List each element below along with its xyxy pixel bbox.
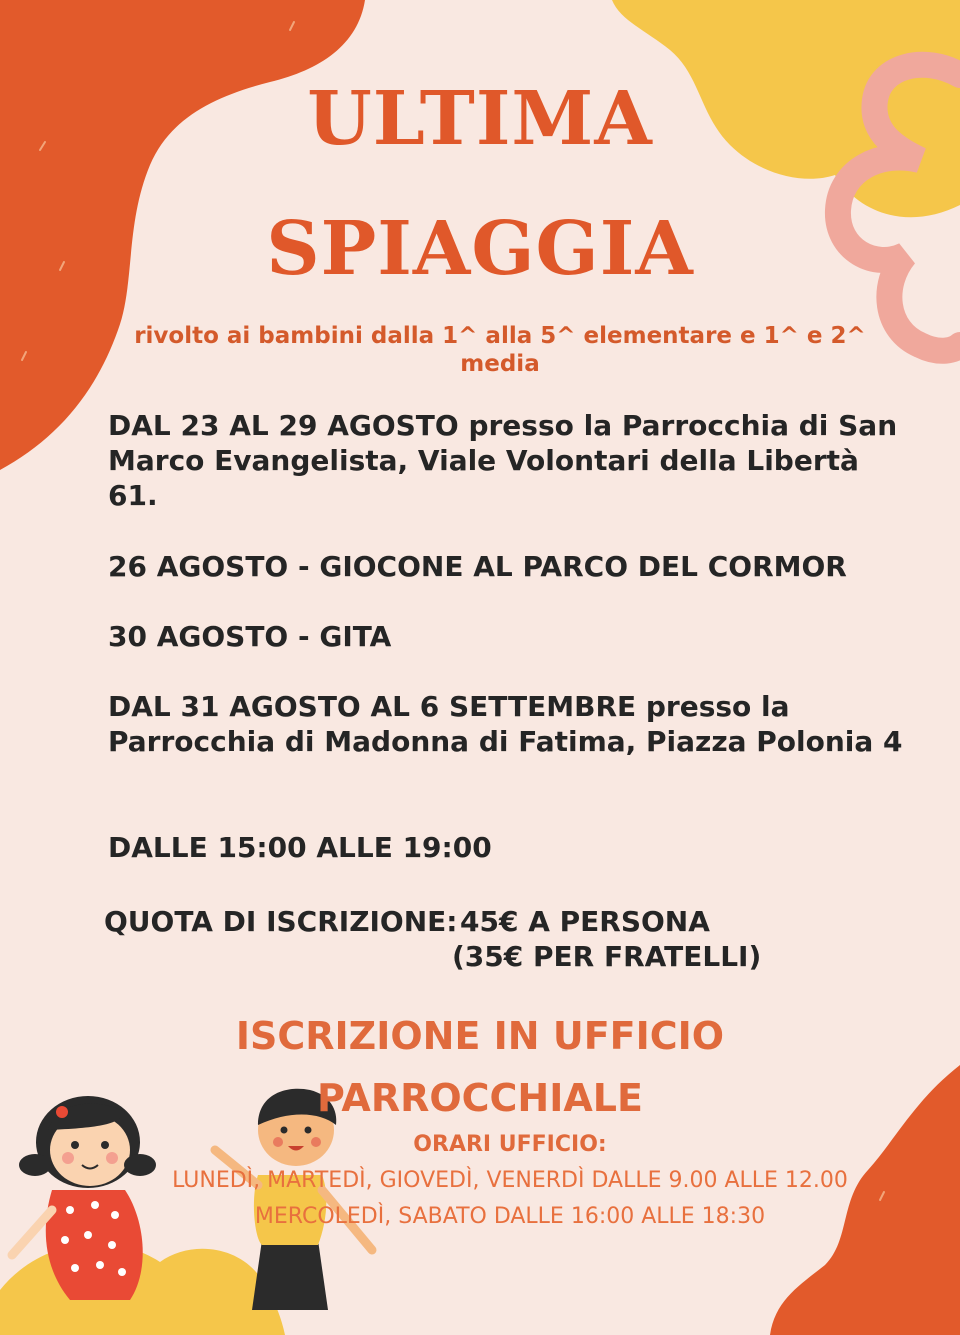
- subtitle: rivolto ai bambini dalla 1^ alla 5^ elementare e 1^ e 2^ media: [134, 323, 866, 377]
- fee-value: 45€ A PERSONA: [460, 905, 710, 938]
- office-registration-line-2: PARROCCHIALE: [317, 1076, 643, 1120]
- fee-label: QUOTA DI ISCRIZIONE:: [104, 905, 458, 938]
- office-registration-line-1: ISCRIZIONE IN UFFICIO: [235, 1014, 725, 1058]
- info-dates-second-week: DAL 31 AGOSTO AL 6 SETTEMBRE presso la Parrocchia di Madonna di Fatima, Piazza Polonia 4: [108, 690, 903, 758]
- info-gita: 30 AGOSTO - GITA: [108, 620, 392, 653]
- info-hours: DALLE 15:00 ALLE 19:00: [108, 831, 492, 864]
- office-hours-line-2: MERCOLEDÌ, SABATO DALLE 16:00 ALLE 18:30: [254, 1204, 766, 1229]
- office-hours-title: ORARI UFFICIO:: [413, 1132, 607, 1157]
- office-hours-line-1: LUNEDÌ, MARTEDÌ, GIOVEDÌ, VENERDÌ DALLE 9.00 ALLE 12.00: [172, 1168, 848, 1193]
- fee-siblings: (35€ PER FRATELLI): [452, 940, 762, 973]
- info-dates-first-week: DAL 23 AL 29 AGOSTO presso la Parrocchia di San Marco Evangelista, Viale Volontari della Libertà 61.: [108, 409, 898, 512]
- title-line-2: SPIAGGIA: [266, 206, 694, 292]
- title-line-1: ULTIMA: [307, 76, 653, 162]
- info-giocone: 26 AGOSTO - GIOCONE AL PARCO DEL CORMOR: [108, 550, 847, 583]
